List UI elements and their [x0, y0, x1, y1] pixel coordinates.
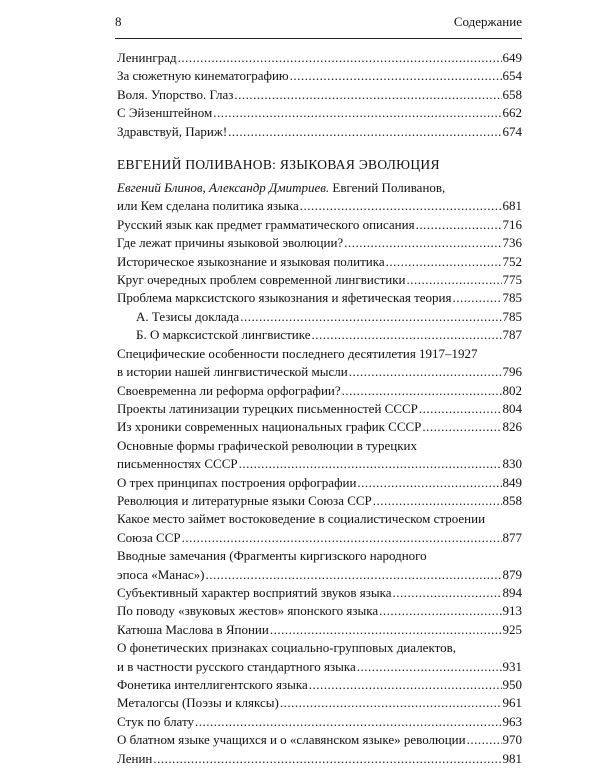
- toc-entry-page: 950: [502, 677, 522, 692]
- phon-line1: О фонетических признаках социально-групповых диалектов,: [117, 640, 456, 656]
- top-entries: [117, 49, 522, 141]
- toc-entry[interactable]: [117, 474, 522, 492]
- leader-dots: [349, 363, 502, 381]
- toc-entry[interactable]: [117, 713, 522, 731]
- toc-entry-title: Здравствуй, Париж!: [117, 123, 228, 139]
- toc-entry[interactable]: [117, 418, 522, 436]
- leader-dots: [419, 400, 502, 418]
- toc-entry-page: 716: [502, 216, 522, 232]
- toc-entry[interactable]: [117, 750, 522, 768]
- leader-dots: [373, 492, 502, 510]
- toc-entry-page: 662: [502, 105, 522, 121]
- running-title: Содержание: [453, 14, 522, 29]
- toc-entry-page: 796: [502, 364, 522, 380]
- toc-entry-page: 681: [502, 198, 522, 214]
- toc-entry-page: 804: [502, 400, 522, 416]
- toc-entry-page: 894: [502, 584, 522, 600]
- toc-entry-page: 879: [502, 566, 522, 582]
- leader-dots: [311, 326, 501, 344]
- toc-entry-title: в истории нашей лингвистической мысли: [117, 364, 348, 380]
- entries-group-b: [117, 382, 522, 437]
- toc-entry-page: 785: [502, 308, 522, 324]
- leader-dots: [344, 234, 501, 252]
- leader-dots: [467, 731, 502, 749]
- toc-entry-page: 858: [502, 492, 522, 508]
- manas-line1: Вводные замечания (Фрагменты киргизского народного: [117, 548, 427, 564]
- leader-dots: [178, 49, 502, 67]
- toc-entry-page: 925: [502, 621, 522, 637]
- toc-entry-page: 931: [502, 658, 522, 674]
- leader-dots: [234, 86, 501, 104]
- specific-line1: Специфические особенности последнего десятилетия 1917–1927: [117, 345, 478, 361]
- leader-dots: [342, 382, 502, 400]
- toc-entry[interactable]: [117, 234, 522, 252]
- leader-dots: [416, 216, 502, 234]
- toc-entry-authors[interactable]: [117, 197, 522, 215]
- toc-entry-title: и в частности русского стандартного языка: [117, 658, 356, 674]
- toc-entry-graphic[interactable]: [117, 455, 522, 473]
- leader-dots: [309, 676, 502, 694]
- leader-dots: [153, 750, 501, 768]
- leader-dots: [195, 713, 501, 731]
- leader-dots: [422, 418, 501, 436]
- leader-dots: [386, 253, 502, 271]
- toc-entry-title: Проблема марксистского языкознания и яфетическая теория: [117, 290, 452, 306]
- leader-dots: [407, 271, 502, 289]
- leader-dots: [182, 529, 502, 547]
- table-of-contents: [117, 49, 522, 768]
- toc-entry-page: 970: [502, 732, 522, 748]
- toc-entry-title: Союза ССР: [117, 529, 181, 545]
- toc-entry[interactable]: [117, 492, 522, 510]
- entries-group-a: [117, 216, 522, 308]
- toc-entry-page: 736: [502, 235, 522, 251]
- toc-entry-title: Революция и литературные языки Союза ССР: [117, 492, 372, 508]
- toc-entry[interactable]: [117, 602, 522, 620]
- toc-entry-page: 963: [502, 713, 522, 729]
- toc-entry-title: А. Тезисы доклада: [136, 308, 240, 324]
- toc-entry-orient[interactable]: [117, 529, 522, 547]
- page-number: 8: [115, 14, 122, 29]
- toc-entry-page: 826: [502, 419, 522, 435]
- toc-entry-title: Стук по блату: [117, 713, 195, 729]
- toc-entry-page: 654: [502, 68, 522, 84]
- toc-entry[interactable]: [117, 694, 522, 712]
- leader-dots: [300, 197, 502, 215]
- toc-entry-manas[interactable]: [117, 566, 522, 584]
- toc-entry-page: 981: [502, 750, 522, 766]
- toc-entry[interactable]: [117, 86, 522, 104]
- leader-dots: [228, 123, 501, 141]
- leader-dots: [290, 67, 502, 85]
- toc-entry[interactable]: [117, 308, 522, 326]
- toc-entry-title: Б. О марксистской лингвистике: [136, 327, 311, 343]
- toc-entry[interactable]: [117, 400, 522, 418]
- toc-entry-page: 752: [502, 253, 522, 269]
- toc-entry-title: Ленин: [117, 750, 153, 766]
- toc-entry-title: О блатном языке учащихся и о «славянском языке» революции: [117, 732, 466, 748]
- entries-group-d: [117, 584, 522, 639]
- toc-entry-page: 913: [502, 603, 522, 619]
- toc-entry[interactable]: [117, 123, 522, 141]
- toc-entry-title: Где лежат причины языковой эволюции?: [117, 235, 344, 251]
- toc-entry-title: письменностях СССР: [117, 456, 238, 472]
- toc-entry[interactable]: [117, 676, 522, 694]
- toc-entry[interactable]: [117, 216, 522, 234]
- toc-entry-title: Катюша Маслова в Японии: [117, 621, 269, 637]
- toc-entry-page: 802: [502, 382, 522, 398]
- leader-dots: [393, 584, 502, 602]
- toc-entry-title: Своевременна ли реформа орфографии?: [117, 382, 341, 398]
- toc-entry-title: Историческое языкознание и языковая политика: [117, 253, 385, 269]
- toc-entry-title: Субъективный характер восприятий звуков языка: [117, 584, 392, 600]
- toc-entry[interactable]: [117, 253, 522, 271]
- toc-entry[interactable]: [117, 271, 522, 289]
- authors-names: Евгений Блинов, Александр Дмитриев.: [117, 180, 330, 196]
- toc-entry-page: 785: [502, 290, 522, 306]
- entries-group-e: [117, 676, 522, 768]
- leader-dots: [357, 474, 501, 492]
- toc-entry[interactable]: [117, 584, 522, 602]
- toc-entry-page: 877: [502, 529, 522, 545]
- toc-entry-title: Из хроники современных национальных график СССР: [117, 419, 422, 435]
- toc-entry-page: 830: [502, 456, 522, 472]
- toc-entry-specific[interactable]: [117, 363, 522, 381]
- entries-group-c: [117, 474, 522, 511]
- toc-entry[interactable]: [117, 104, 522, 122]
- leader-dots: [357, 658, 502, 676]
- toc-entry-title: или Кем сделана политика языка: [117, 198, 299, 214]
- toc-entry-title: Металогсы (Поэзы и кляксы): [117, 695, 279, 711]
- toc-entry-title: Русский язык как предмет грамматического описания: [117, 216, 415, 232]
- leader-dots: [213, 104, 501, 122]
- toc-entry-page: 787: [502, 327, 522, 343]
- toc-entry-page: 775: [502, 272, 522, 288]
- toc-entry-title: Фонетика интеллигентского языка: [117, 677, 308, 692]
- graphic-line1: Основные формы графической революции в турецких: [117, 437, 418, 453]
- header-rule: [115, 38, 522, 39]
- toc-entry-title: С Эйзенштейном: [117, 105, 213, 121]
- toc-entry-page: 658: [502, 86, 522, 102]
- toc-entry-page: 674: [502, 123, 522, 139]
- toc-entry-title: За сюжетную кинематографию: [117, 68, 289, 84]
- leader-dots: [205, 566, 501, 584]
- toc-entry[interactable]: [117, 289, 522, 307]
- toc-entry-title: Ленинград: [117, 50, 177, 65]
- toc-entry-phon[interactable]: [117, 658, 522, 676]
- toc-entry-page: 649: [502, 50, 522, 65]
- leader-dots: [452, 289, 501, 307]
- toc-entry[interactable]: [117, 326, 522, 344]
- toc-entry-page: 961: [502, 695, 522, 711]
- toc-entry-title: Воля. Упорство. Глаз: [117, 86, 234, 102]
- toc-entry-title: По поводу «звуковых жестов» японского языка: [117, 603, 379, 619]
- toc-entry[interactable]: [117, 382, 522, 400]
- authors-title-part1: Евгений Поливанов,: [332, 180, 446, 196]
- leader-dots: [270, 621, 502, 639]
- toc-entry-title: Круг очередных проблем современной лингвистики: [117, 272, 406, 288]
- sub-entries-group: [117, 308, 522, 345]
- leader-dots: [280, 694, 502, 712]
- toc-entry[interactable]: [117, 731, 522, 749]
- authors-line: [117, 179, 522, 197]
- toc-entry-title: Проекты латинизации турецких письменностей СССР: [117, 400, 418, 416]
- section-heading: ЕВГЕНИЙ ПОЛИВАНОВ: ЯЗЫКОВАЯ ЭВОЛЮЦИЯ: [117, 157, 440, 173]
- toc-entry-title: О трех принципах построения орфографии: [117, 474, 357, 490]
- toc-entry-title: эпоса «Манас»): [117, 566, 205, 582]
- toc-entry[interactable]: [117, 49, 522, 67]
- toc-entry[interactable]: [117, 621, 522, 639]
- orient-line1: Какое место займет востоковедение в социалистическом строении: [117, 511, 486, 527]
- toc-entry[interactable]: [117, 67, 522, 85]
- leader-dots: [239, 455, 502, 473]
- toc-entry-page: 849: [502, 474, 522, 490]
- leader-dots: [240, 308, 501, 326]
- leader-dots: [379, 602, 501, 620]
